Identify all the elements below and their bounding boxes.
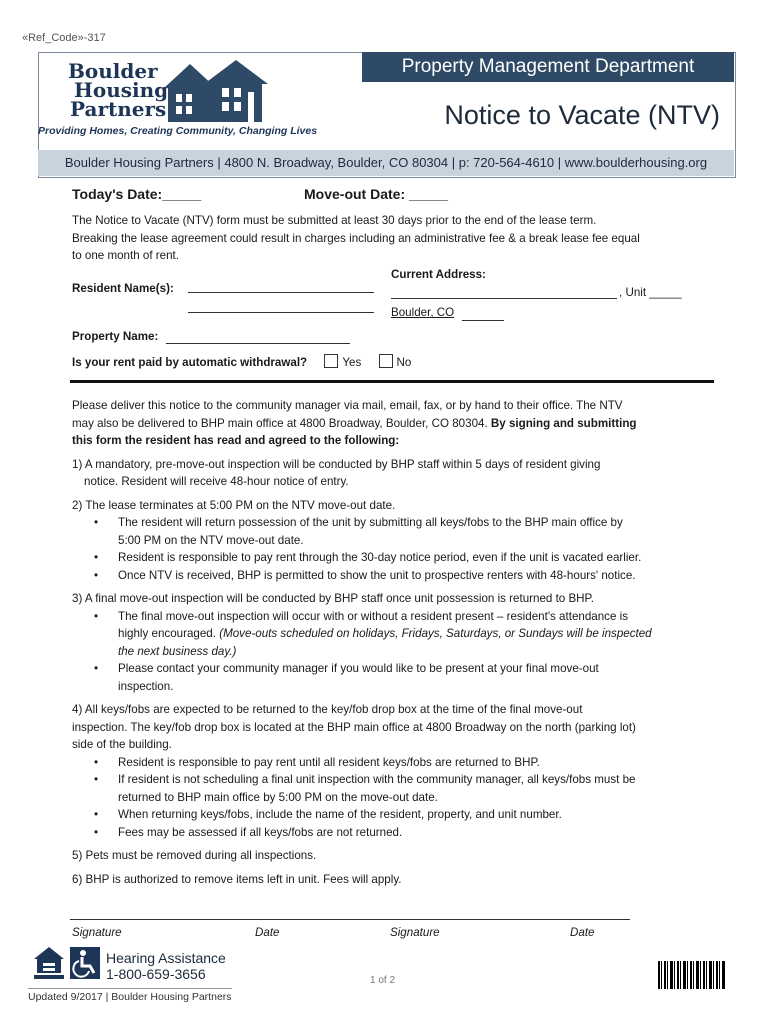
todays-date-label: Today's Date:_____ (72, 186, 202, 202)
houses-logo-icon (164, 60, 274, 124)
intro-line: The Notice to Vacate (NTV) form must be submitted at least 30 days prior to the end of the lease term. (72, 214, 597, 227)
item-line: 3) A final move-out inspection will be conducted by BHP staff once unit possession is returned to BHP. (72, 592, 595, 605)
ref-code: «Ref_Code»-317 (22, 32, 106, 44)
list-item (118, 771, 732, 806)
city-field[interactable] (462, 320, 504, 321)
list-item: • Once NTV is received, BHP is permitted to show the unit to prospective renters with 48-hours' notice. (118, 567, 732, 585)
intro-line: to one month of rent. (72, 249, 179, 262)
autopay-no-option[interactable] (379, 356, 412, 369)
page-number: 1 of 2 (370, 975, 396, 986)
resident-name-field-2[interactable] (188, 312, 374, 313)
item-italic: the next business day.) (118, 644, 237, 658)
autopay-yes-option[interactable] (324, 356, 361, 369)
address-field[interactable] (391, 298, 617, 299)
resident-name-field-1[interactable] (188, 292, 374, 293)
address-banner: Boulder Housing Partners | 4800 N. Broadway, Boulder, CO 80304 | p: 720-564-4610 | www.boulderhousing.org (38, 150, 734, 176)
moveout-date-label: Move-out Date: _____ (304, 186, 448, 202)
yes-checkbox[interactable] (324, 354, 338, 368)
equal-housing-icon (32, 945, 66, 981)
item-text (118, 625, 732, 643)
item-text: inspection. (118, 679, 174, 693)
no-label: No (396, 356, 412, 369)
hearing-title: Hearing Assistance (106, 950, 226, 966)
list-item: • Fees may be assessed if all keys/fobs are not returned. (118, 824, 732, 842)
signature-label-2: Signature (390, 926, 440, 939)
logo-wordmark (68, 59, 169, 121)
item-text: • If resident is not scheduling a final unit inspection with the community manager, all keys/fobs must be (118, 773, 636, 786)
property-name-label: Property Name: (72, 330, 159, 343)
item-text: 5:00 PM on the NTV move-out date. (118, 533, 304, 547)
item-italic: (Move-outs scheduled on holidays, Fridays, Saturdays, or Sundays will be inspected (219, 627, 652, 640)
terms-body (72, 397, 732, 888)
logo-line-2: Housing (74, 78, 169, 102)
autopay-question: Is your rent paid by automatic withdrawal? (72, 356, 308, 369)
list-item (118, 514, 732, 549)
item-line: 2) The lease terminates at 5:00 PM on the NTV move-out date. (72, 498, 396, 512)
item-line: side of the building. (72, 738, 172, 751)
item-text: returned to BHP main office by 5:00 PM on the move-out date. (118, 790, 438, 804)
list-item (118, 608, 732, 661)
item-line: notice. Resident will receive 48-hour notice of entry. (84, 475, 349, 488)
para-line: Please deliver this notice to the community manager via mail, email, fax, or by hand to their office. The NTV (72, 399, 623, 412)
item-line: inspection. The key/fob drop box is located at the BHP main office at 4800 Broadway on the north (parking lot) (72, 720, 636, 734)
no-checkbox[interactable] (379, 354, 393, 368)
signature-line[interactable] (70, 919, 630, 920)
intro-paragraph (72, 212, 722, 265)
item-text: • The resident will return possession of the unit by submitting all keys/fobs to the BHP main office by (118, 516, 623, 529)
property-name-field[interactable] (166, 343, 350, 344)
date-label-2: Date (570, 926, 595, 939)
barcode-icon (658, 961, 726, 989)
item-4 (72, 701, 732, 841)
item-text: • The final move-out inspection will occur with or without a resident present – resident's attendance is (118, 609, 629, 623)
logo-tagline: Providing Homes, Creating Community, Changing Lives (38, 125, 318, 137)
item-3 (72, 590, 732, 695)
resident-names-label: Resident Name(s): (72, 282, 174, 295)
para-line (72, 415, 732, 433)
date-label-1: Date (255, 926, 280, 939)
para-text: may also be delivered to BHP main office at 4800 Broadway, Boulder, CO 80304. (72, 416, 488, 430)
item-line: 4) All keys/fobs are expected to be returned to the key/fob drop box at the time of the final move-out (72, 703, 583, 716)
wheelchair-icon (70, 947, 100, 979)
city-text: Boulder, CO (391, 306, 455, 319)
item-2 (72, 497, 732, 585)
para-bold: By signing and submitting (490, 416, 637, 430)
list-item: • Resident is responsible to pay rent until all resident keys/fobs are returned to BHP. (118, 754, 732, 772)
city-label (391, 304, 454, 322)
logo-line-3: Partners (70, 97, 167, 121)
list-item (118, 660, 732, 695)
section-divider (70, 380, 714, 383)
item-1 (72, 456, 732, 491)
updated-note: Updated 9/2017 | Boulder Housing Partners (28, 988, 232, 1003)
delivery-paragraph (72, 397, 732, 450)
yes-label: Yes (342, 356, 362, 369)
para-line: this form the resident has read and agreed to the following: (72, 434, 400, 447)
item-6: 6) BHP is authorized to remove items left in unit. Fees will apply. (72, 872, 402, 886)
list-item: • Resident is responsible to pay rent through the 30-day notice period, even if the unit is vacated earlier. (118, 549, 732, 567)
autopay-row (72, 354, 411, 372)
hearing-assistance (106, 950, 226, 982)
list-item: • When returning keys/fobs, include the name of the resident, property, and unit number. (118, 806, 732, 824)
hearing-phone: 1-800-659-3656 (106, 966, 206, 982)
item-5: 5) Pets must be removed during all inspections. (72, 849, 317, 862)
item-text: • Please contact your community manager if you would like to be present at your final move-out (118, 662, 599, 675)
signature-label-1: Signature (72, 926, 122, 939)
unit-label: , Unit _____ (619, 286, 682, 299)
item-text: highly encouraged. (118, 627, 216, 640)
intro-line: Breaking the lease agreement could result in charges including an administrative fee & a break lease fee equal (72, 231, 640, 245)
logo-line-1: Boulder (68, 59, 158, 83)
current-address-label: Current Address: (391, 268, 486, 281)
department-banner: Property Management Department (362, 52, 734, 82)
item-line: 1) A mandatory, pre-move-out inspection will be conducted by BHP staff within 5 days of resident giving (72, 457, 601, 471)
page-title: Notice to Vacate (NTV) (444, 100, 720, 130)
